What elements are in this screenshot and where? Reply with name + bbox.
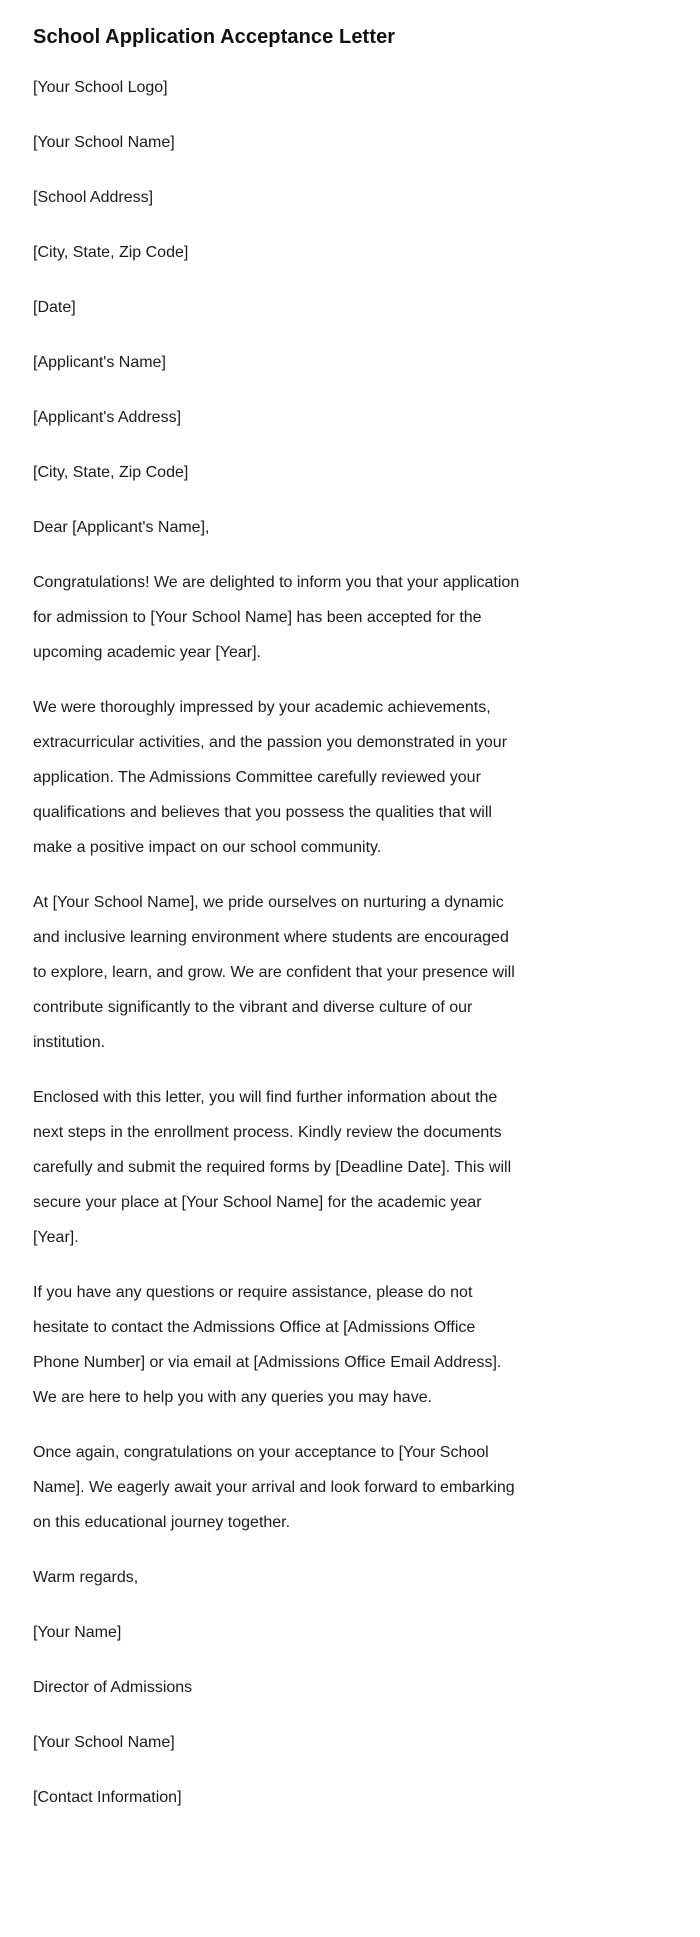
body-paragraph-5: If you have any questions or require assistance, please do not hesitate to contact the Admissions Office at [Admissions Office Phone Number] or via email at [Admissions Office Email Address]. We are here to help you with any queries you may have. — [33, 1284, 502, 1406]
header-line-school-logo: [Your School Logo] — [33, 79, 168, 96]
body-paragraph-6: Once again, congratulations on your acceptance to [Your School Name]. We eagerly await your arrival and look forward to embarking on this educational journey together. — [33, 1444, 515, 1531]
signature-line-role: Director of Admissions — [33, 1679, 193, 1696]
signature-line-contact: [Contact Information] — [33, 1789, 182, 1806]
header-line-date: [Date] — [33, 299, 76, 316]
header-line-school-city-state-zip: [City, State, Zip Code] — [33, 244, 189, 261]
salutation: Dear [Applicant's Name], — [33, 519, 210, 536]
letter-body — [33, 24, 523, 1815]
document-title: School Application Acceptance Letter — [33, 26, 396, 48]
closing: Warm regards, — [33, 1569, 139, 1586]
header-line-school-name: [Your School Name] — [33, 134, 175, 151]
header-line-applicant-city-state-zip: [City, State, Zip Code] — [33, 464, 189, 481]
body-paragraph-3: At [Your School Name], we pride ourselves on nurturing a dynamic and inclusive learning environment where students are encouraged to explore, learn, and grow. We are confident that your presence will contribute significantly to the vibrant and diverse culture of our institution. — [33, 894, 515, 1051]
signature-line-school: [Your School Name] — [33, 1734, 175, 1751]
body-paragraph-2: We were thoroughly impressed by your academic achievements, extracurricular activities, and the passion you demonstrated in your application. The Admissions Committee carefully reviewed your qualifications and believes that you possess the qualities that will make a positive impact on our school community. — [33, 699, 508, 856]
header-line-applicant-address: [Applicant's Address] — [33, 409, 182, 426]
signature-line-name: [Your Name] — [33, 1624, 122, 1641]
header-line-school-address: [School Address] — [33, 189, 154, 206]
body-paragraph-1: Congratulations! We are delighted to inform you that your application for admission to [Your School Name] has been accepted for the upcoming academic year [Year]. — [33, 574, 520, 661]
header-line-applicant-name: [Applicant's Name] — [33, 354, 166, 371]
body-paragraph-4: Enclosed with this letter, you will find further information about the next steps in the enrollment process. Kindly review the documents carefully and submit the required forms by [Deadline Date]. This will secure your place at [Your School Name] for the academic year [Year]. — [33, 1089, 512, 1246]
